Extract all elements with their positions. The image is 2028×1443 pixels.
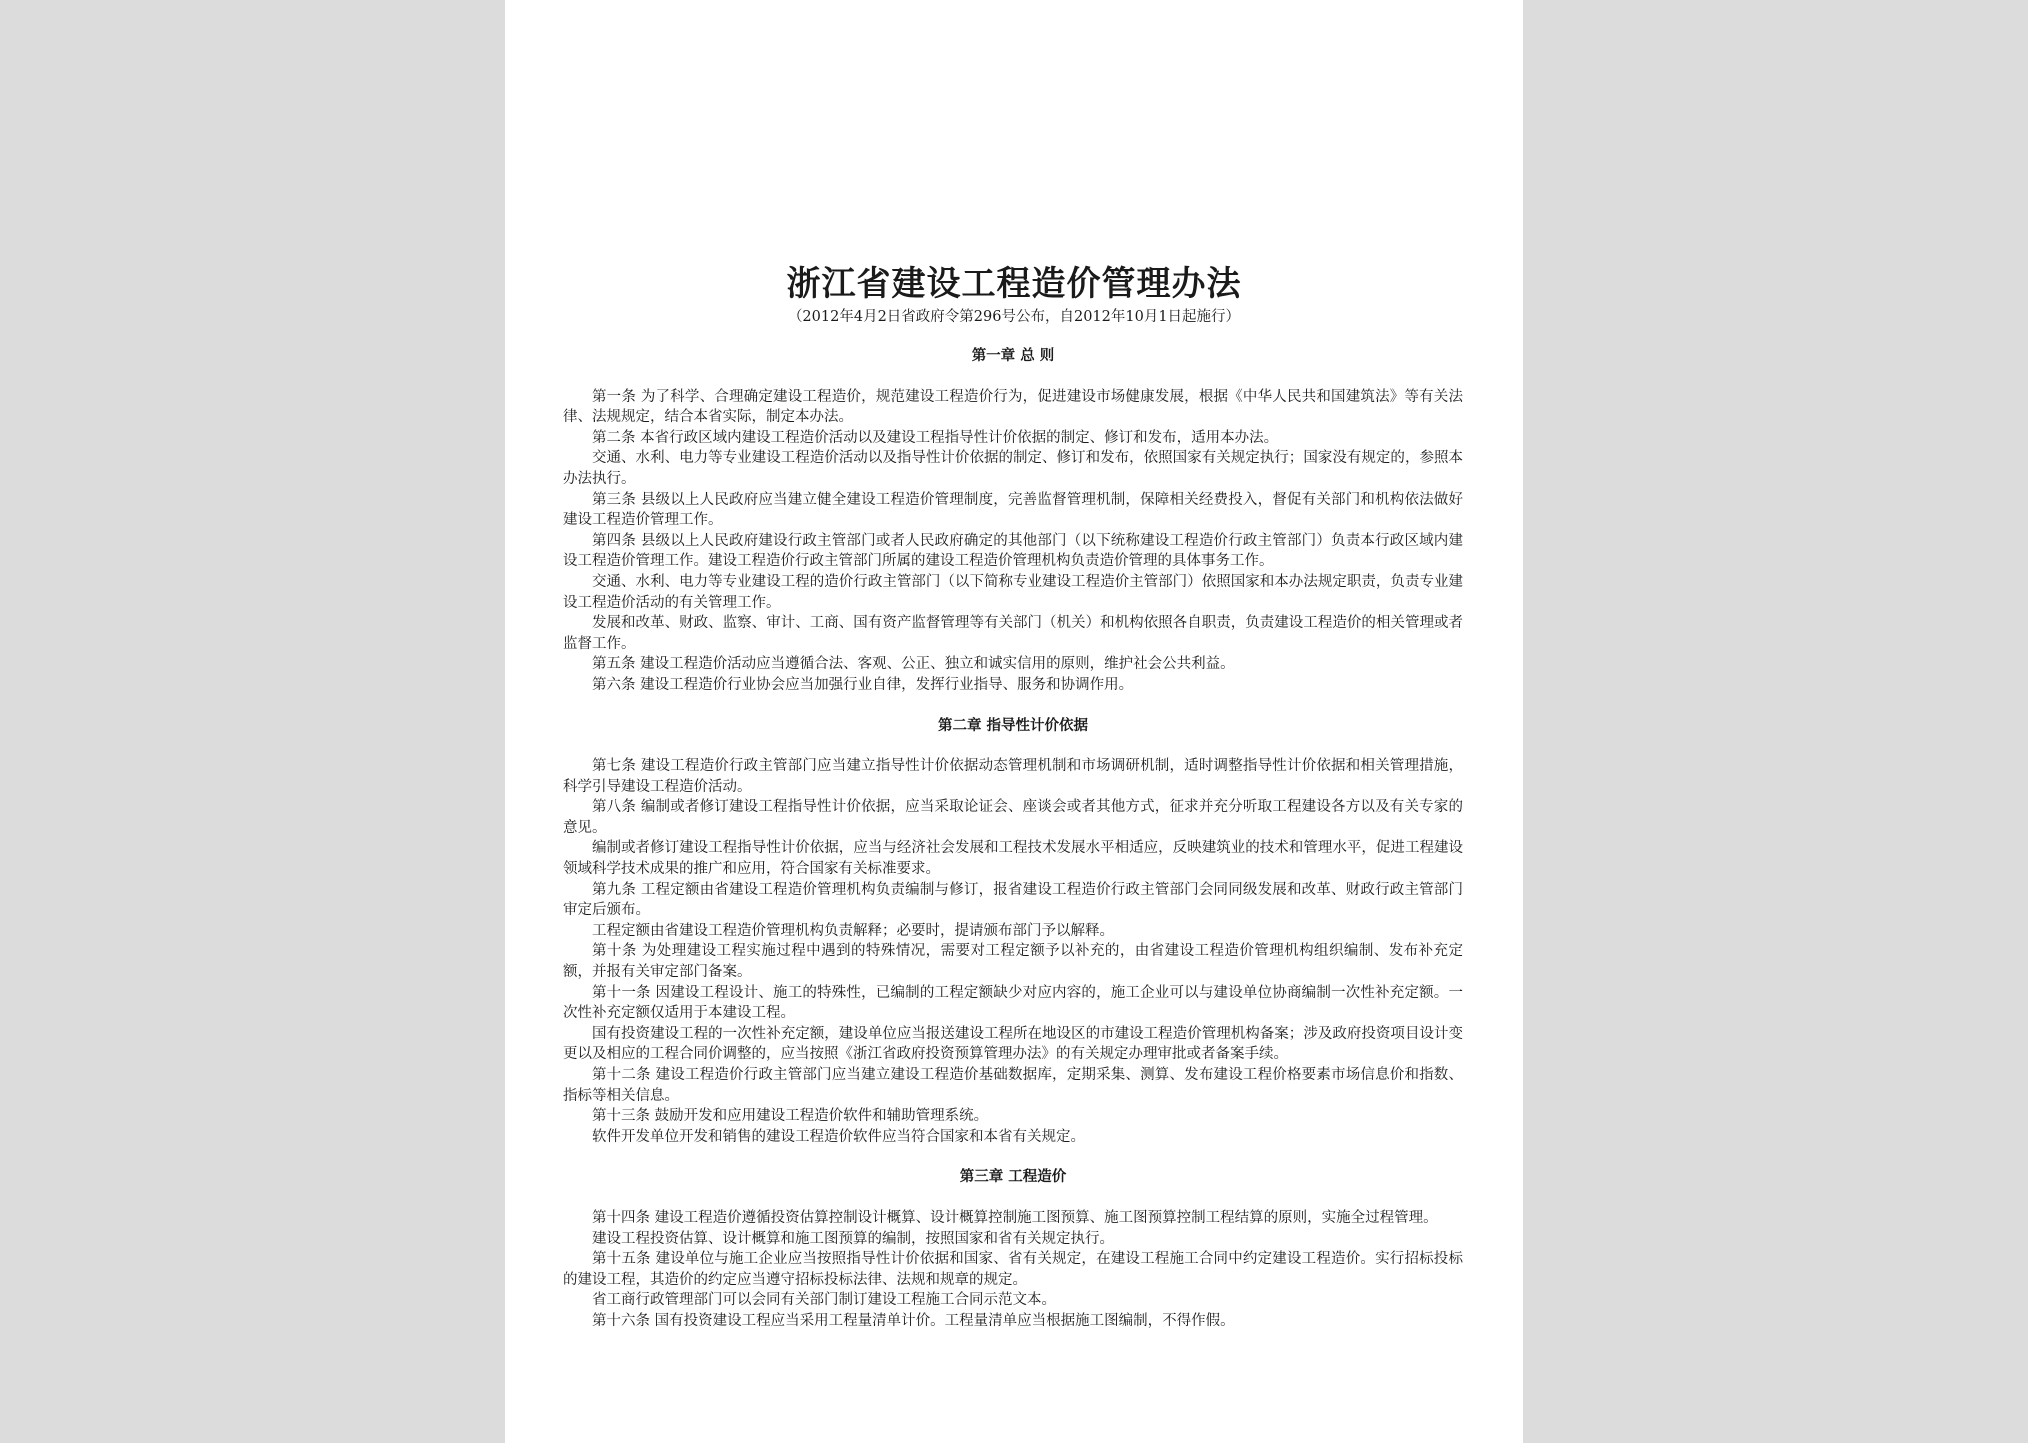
chapter-heading-3: 第三章 工程造价 [959,1168,1067,1186]
paragraph: 第五条 建设工程造价活动应当遵循合法、客观、公正、独立和诚实信用的原则，维护社会公共利益。 [592,656,1235,673]
paragraph: 第十一条 因建设工程设计、施工的特殊性，已编制的工程定额缺少对应内容的，施工企业可以与建设单位协商编制一次性补充定额。一次性补充定额仅适用于本建设工程。 [563,984,1463,1022]
paragraph: 省工商行政管理部门可以会同有关部门制订建设工程施工合同示范文本。 [592,1292,1056,1309]
paragraph: 第十二条 建设工程造价行政主管部门应当建立建设工程造价基础数据库，定期采集、测算、发布建设工程价格要素市场信息价和指数、指标等相关信息。 [563,1067,1463,1104]
chapter-heading-2: 第二章 指导性计价依据 [937,716,1089,734]
paragraph: 第三条 县级以上人民政府应当建立健全建设工程造价管理制度，完善监督管理机制，保障相关经费投入，督促有关部门和机构依法做好建设工程造价管理工作。 [563,491,1463,529]
chapter-heading-1: 第一章 总 则 [971,347,1055,364]
paragraph: 建设工程投资估算、设计概算和施工图预算的编制，按照国家和省有关规定执行。 [592,1230,1114,1247]
paragraph: 发展和改革、财政、监察、审计、工商、国有资产监督管理等有关部门（机关）和机构依照各自职责，负责建设工程造价的相关管理或者监督工作。 [563,615,1463,652]
document-body [563,346,1463,1332]
document-page [505,0,1523,1443]
paragraph: 第十五条 建设单位与施工企业应当按照指导性计价依据和国家、省有关规定，在建设工程施工合同中约定建设工程造价。实行招标投标的建设工程，其造价的约定应当遵守招标投标法律、法规和规章的规定。 [563,1251,1463,1288]
paragraph: 国有投资建设工程的一次性补充定额，建设单位应当报送建设工程所在地设区的市建设工程造价管理机构备案；涉及政府投资项目设计变更以及相应的工程合同价调整的，应当按照《浙江省政府投资预算管理办法》的有关规定办理审批或者备案手续。 [563,1025,1463,1063]
paragraph: 第九条 工程定额由省建设工程造价管理机构负责编制与修订，报省建设工程造价行政主管部门会同同级发展和改革、财政行政主管部门审定后颁布。 [563,881,1463,919]
document-subtitle: （2012年4月2日省政府令第296号公布，自2012年10月1日起施行） [787,309,1241,325]
paragraph: 第八条 编制或者修订建设工程指导性计价依据，应当采取论证会、座谈会或者其他方式，征求并充分听取工程建设各方以及有关专家的意见。 [563,799,1463,836]
paragraph: 第二条 本省行政区域内建设工程造价活动以及建设工程指导性计价依据的制定、修订和发布，适用本办法。 [592,429,1279,446]
paragraph: 交通、水利、电力等专业建设工程的造价行政主管部门（以下简称专业建设工程造价主管部门）依照国家和本办法规定职责，负责专业建设工程造价活动的有关管理工作。 [563,573,1463,611]
paragraph: 第四条 县级以上人民政府建设行政主管部门或者人民政府确定的其他部门（以下统称建设工程造价行政主管部门）负责本行政区域内建设工程造价管理工作。建设工程造价行政主管部门所属的建设工程造价管理机构负责造价管理的具体事务工作。 [563,532,1463,570]
paragraph: 软件开发单位开发和销售的建设工程造价软件应当符合国家和本省有关规定。 [592,1128,1085,1145]
paragraph: 第十四条 建设工程造价遵循投资估算控制设计概算、设计概算控制施工图预算、施工图预算控制工程结算的原则，实施全过程管理。 [592,1209,1438,1226]
paragraph: 第十三条 鼓励开发和应用建设工程造价软件和辅助管理系统。 [592,1108,989,1125]
paragraph: 编制或者修订建设工程指导性计价依据，应当与经济社会发展和工程技术发展水平相适应，反映建筑业的技术和管理水平，促进工程建设领域科学技术成果的推广和应用，符合国家有关标准要求。 [563,840,1463,878]
paragraph: 第十六条 国有投资建设工程应当采用工程量清单计价。工程量清单应当根据施工图编制，不得作假。 [592,1312,1235,1329]
document-title: 浙江省建设工程造价管理办法 [786,264,1242,304]
paragraph: 交通、水利、电力等专业建设工程造价活动以及指导性计价依据的制定、修订和发布，依照国家有关规定执行；国家没有规定的，参照本办法执行。 [563,450,1463,487]
paragraph: 第十条 为处理建设工程实施过程中遇到的特殊情况，需要对工程定额予以补充的，由省建设工程造价管理机构组织编制、发布补充定额，并报有关审定部门备案。 [563,943,1463,981]
paragraph: 第一条 为了科学、合理确定建设工程造价，规范建设工程造价行为，促进建设市场健康发展，根据《中华人民共和国建筑法》等有关法律、法规规定，结合本省实际，制定本办法。 [563,388,1463,426]
paragraph: 第七条 建设工程造价行政主管部门应当建立指导性计价依据动态管理机制和市场调研机制，适时调整指导性计价依据和相关管理措施，科学引导建设工程造价活动。 [563,758,1463,795]
paragraph: 工程定额由省建设工程造价管理机构负责解释；必要时，提请颁布部门予以解释。 [592,922,1114,939]
paragraph: 第六条 建设工程造价行业协会应当加强行业自律，发挥行业指导、服务和协调作用。 [592,676,1134,693]
